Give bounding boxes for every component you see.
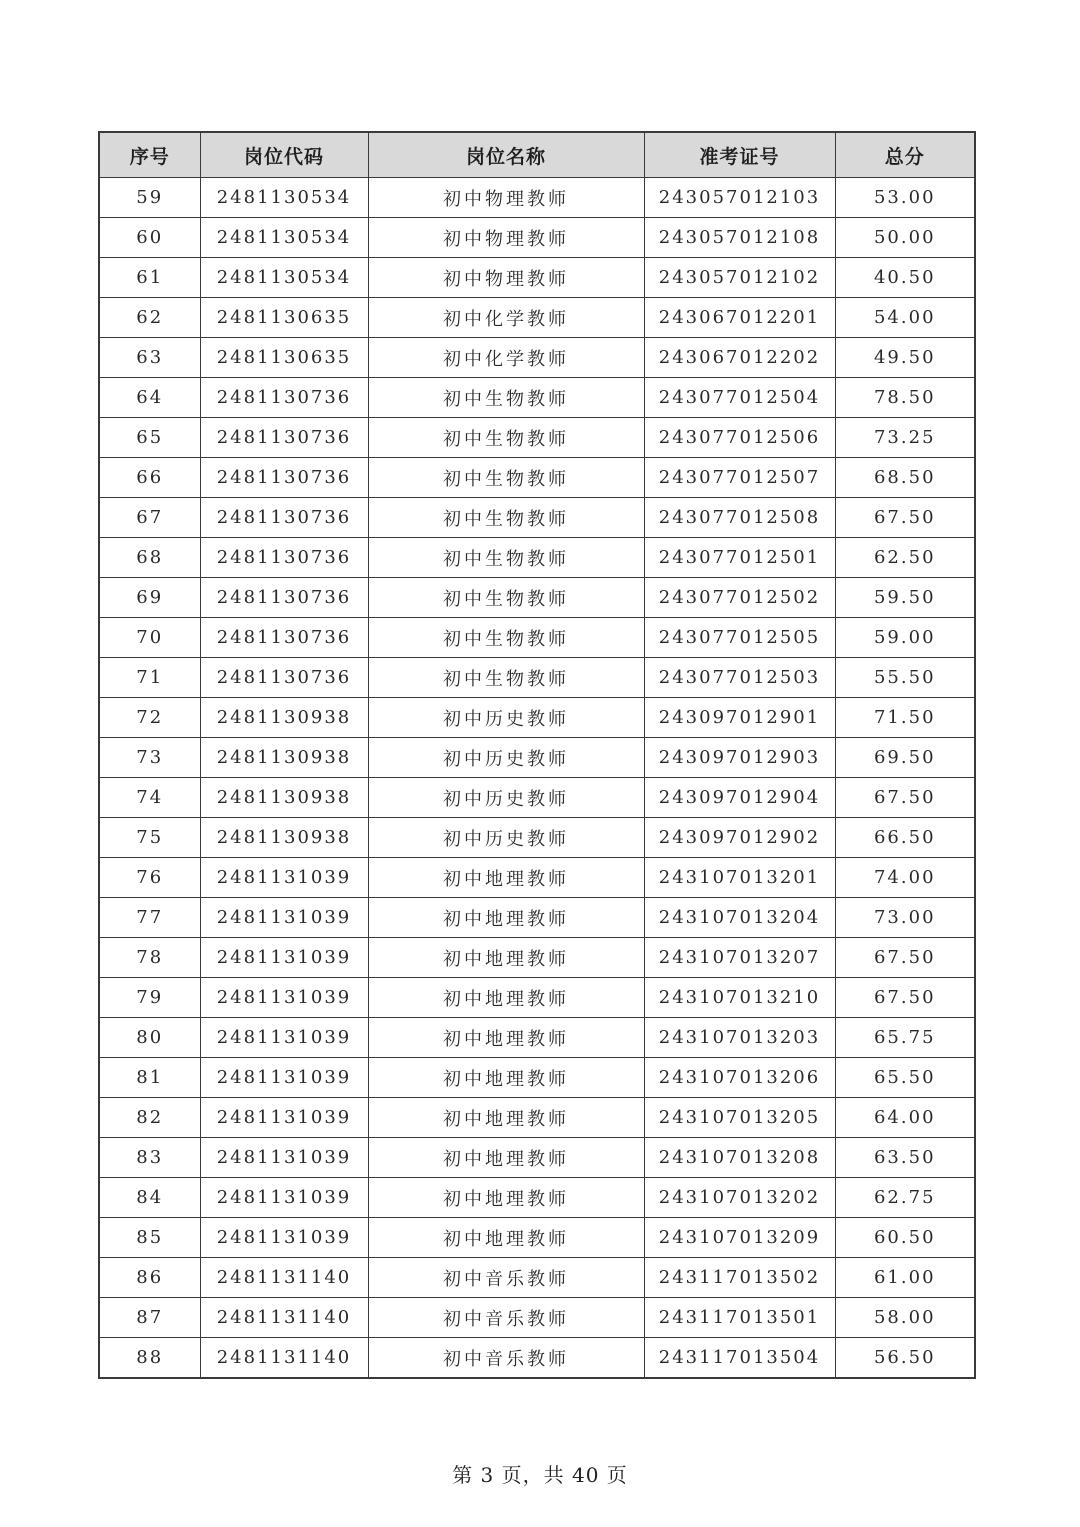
cell-post-name: 初中生物教师 bbox=[368, 658, 644, 698]
cell-post-name: 初中生物教师 bbox=[368, 538, 644, 578]
cell-post-name: 初中生物教师 bbox=[368, 458, 644, 498]
cell-post-code: 2481130635 bbox=[200, 298, 368, 338]
cell-post-code: 2481130736 bbox=[200, 538, 368, 578]
cell-total: 73.00 bbox=[835, 898, 975, 938]
table-row bbox=[99, 1338, 975, 1379]
cell-index: 70 bbox=[99, 618, 200, 658]
cell-total: 63.50 bbox=[835, 1138, 975, 1178]
cell-exam-id: 243057012108 bbox=[644, 218, 835, 258]
cell-total: 66.50 bbox=[835, 818, 975, 858]
cell-post-name: 初中化学教师 bbox=[368, 298, 644, 338]
cell-index: 61 bbox=[99, 258, 200, 298]
cell-index: 71 bbox=[99, 658, 200, 698]
cell-total: 40.50 bbox=[835, 258, 975, 298]
cell-post-name: 初中地理教师 bbox=[368, 1138, 644, 1178]
cell-post-code: 2481130534 bbox=[200, 178, 368, 218]
cell-total: 64.00 bbox=[835, 1098, 975, 1138]
cell-post-code: 2481130736 bbox=[200, 418, 368, 458]
cell-post-name: 初中地理教师 bbox=[368, 1058, 644, 1098]
cell-total: 50.00 bbox=[835, 218, 975, 258]
cell-post-code: 2481130938 bbox=[200, 738, 368, 778]
table-row bbox=[99, 1018, 975, 1058]
table-row bbox=[99, 1058, 975, 1098]
cell-post-code: 2481131039 bbox=[200, 938, 368, 978]
cell-exam-id: 243117013504 bbox=[644, 1338, 835, 1379]
cell-post-name: 初中物理教师 bbox=[368, 258, 644, 298]
header-post-code: 岗位代码 bbox=[200, 132, 368, 178]
table-row bbox=[99, 538, 975, 578]
cell-exam-id: 243077012503 bbox=[644, 658, 835, 698]
table-row bbox=[99, 978, 975, 1018]
cell-post-name: 初中地理教师 bbox=[368, 858, 644, 898]
table-row bbox=[99, 458, 975, 498]
cell-post-name: 初中生物教师 bbox=[368, 378, 644, 418]
cell-post-code: 2481130938 bbox=[200, 778, 368, 818]
cell-total: 67.50 bbox=[835, 498, 975, 538]
cell-post-code: 2481130938 bbox=[200, 698, 368, 738]
header-post-name: 岗位名称 bbox=[368, 132, 644, 178]
cell-post-name: 初中地理教师 bbox=[368, 1098, 644, 1138]
cell-post-code: 2481131039 bbox=[200, 1218, 368, 1258]
cell-post-code: 2481130736 bbox=[200, 618, 368, 658]
cell-total: 61.00 bbox=[835, 1258, 975, 1298]
cell-exam-id: 243067012202 bbox=[644, 338, 835, 378]
cell-index: 75 bbox=[99, 818, 200, 858]
cell-total: 55.50 bbox=[835, 658, 975, 698]
cell-post-name: 初中生物教师 bbox=[368, 578, 644, 618]
cell-post-code: 2481131039 bbox=[200, 1178, 368, 1218]
cell-exam-id: 243097012904 bbox=[644, 778, 835, 818]
cell-post-name: 初中化学教师 bbox=[368, 338, 644, 378]
cell-post-code: 2481130534 bbox=[200, 218, 368, 258]
cell-exam-id: 243117013501 bbox=[644, 1298, 835, 1338]
cell-post-name: 初中音乐教师 bbox=[368, 1338, 644, 1379]
cell-total: 68.50 bbox=[835, 458, 975, 498]
cell-total: 73.25 bbox=[835, 418, 975, 458]
cell-index: 76 bbox=[99, 858, 200, 898]
cell-exam-id: 243097012903 bbox=[644, 738, 835, 778]
table-row bbox=[99, 258, 975, 298]
cell-post-code: 2481131140 bbox=[200, 1298, 368, 1338]
cell-index: 81 bbox=[99, 1058, 200, 1098]
cell-index: 87 bbox=[99, 1298, 200, 1338]
cell-exam-id: 243097012902 bbox=[644, 818, 835, 858]
cell-post-name: 初中音乐教师 bbox=[368, 1298, 644, 1338]
cell-post-name: 初中地理教师 bbox=[368, 1018, 644, 1058]
cell-index: 63 bbox=[99, 338, 200, 378]
cell-post-name: 初中生物教师 bbox=[368, 498, 644, 538]
table-row bbox=[99, 898, 975, 938]
cell-post-name: 初中地理教师 bbox=[368, 1178, 644, 1218]
table-row bbox=[99, 378, 975, 418]
cell-index: 85 bbox=[99, 1218, 200, 1258]
cell-post-code: 2481130938 bbox=[200, 818, 368, 858]
cell-exam-id: 243107013207 bbox=[644, 938, 835, 978]
cell-index: 65 bbox=[99, 418, 200, 458]
cell-post-code: 2481131039 bbox=[200, 1098, 368, 1138]
cell-total: 58.00 bbox=[835, 1298, 975, 1338]
cell-post-name: 初中历史教师 bbox=[368, 738, 644, 778]
cell-exam-id: 243107013204 bbox=[644, 898, 835, 938]
table-row bbox=[99, 618, 975, 658]
cell-post-code: 2481131039 bbox=[200, 858, 368, 898]
cell-index: 74 bbox=[99, 778, 200, 818]
cell-total: 59.50 bbox=[835, 578, 975, 618]
cell-index: 69 bbox=[99, 578, 200, 618]
cell-post-code: 2481131039 bbox=[200, 978, 368, 1018]
cell-post-name: 初中物理教师 bbox=[368, 178, 644, 218]
cell-exam-id: 243097012901 bbox=[644, 698, 835, 738]
table-row bbox=[99, 1178, 975, 1218]
table-row bbox=[99, 1098, 975, 1138]
cell-exam-id: 243117013502 bbox=[644, 1258, 835, 1298]
cell-exam-id: 243057012103 bbox=[644, 178, 835, 218]
cell-total: 59.00 bbox=[835, 618, 975, 658]
cell-post-code: 2481131039 bbox=[200, 898, 368, 938]
cell-exam-id: 243107013210 bbox=[644, 978, 835, 1018]
cell-total: 49.50 bbox=[835, 338, 975, 378]
cell-index: 67 bbox=[99, 498, 200, 538]
cell-index: 68 bbox=[99, 538, 200, 578]
table-row bbox=[99, 1298, 975, 1338]
cell-total: 65.75 bbox=[835, 1018, 975, 1058]
cell-post-code: 2481130736 bbox=[200, 458, 368, 498]
table-header bbox=[99, 132, 975, 178]
cell-index: 80 bbox=[99, 1018, 200, 1058]
cell-total: 54.00 bbox=[835, 298, 975, 338]
cell-index: 88 bbox=[99, 1338, 200, 1379]
page-footer: 第 3 页，共 40 页 bbox=[452, 1463, 628, 1487]
cell-total: 67.50 bbox=[835, 938, 975, 978]
cell-index: 60 bbox=[99, 218, 200, 258]
table-row bbox=[99, 858, 975, 898]
cell-post-code: 2481130736 bbox=[200, 378, 368, 418]
cell-index: 73 bbox=[99, 738, 200, 778]
table-row bbox=[99, 738, 975, 778]
table-row bbox=[99, 698, 975, 738]
header-exam-id: 准考证号 bbox=[644, 132, 835, 178]
cell-exam-id: 243077012501 bbox=[644, 538, 835, 578]
cell-total: 56.50 bbox=[835, 1338, 975, 1379]
table-row bbox=[99, 818, 975, 858]
cell-total: 53.00 bbox=[835, 178, 975, 218]
cell-index: 59 bbox=[99, 178, 200, 218]
cell-post-name: 初中地理教师 bbox=[368, 938, 644, 978]
cell-post-code: 2481130736 bbox=[200, 578, 368, 618]
cell-exam-id: 243107013203 bbox=[644, 1018, 835, 1058]
cell-index: 83 bbox=[99, 1138, 200, 1178]
score-table bbox=[98, 131, 976, 1379]
table-row bbox=[99, 578, 975, 618]
cell-total: 78.50 bbox=[835, 378, 975, 418]
table-row bbox=[99, 298, 975, 338]
cell-exam-id: 243107013201 bbox=[644, 858, 835, 898]
cell-total: 74.00 bbox=[835, 858, 975, 898]
cell-total: 67.50 bbox=[835, 778, 975, 818]
cell-exam-id: 243067012201 bbox=[644, 298, 835, 338]
header-index: 序号 bbox=[99, 132, 200, 178]
table-body bbox=[99, 178, 975, 1379]
cell-post-name: 初中音乐教师 bbox=[368, 1258, 644, 1298]
cell-exam-id: 243077012507 bbox=[644, 458, 835, 498]
cell-index: 86 bbox=[99, 1258, 200, 1298]
header-row bbox=[99, 132, 975, 178]
cell-index: 79 bbox=[99, 978, 200, 1018]
table-row bbox=[99, 658, 975, 698]
cell-post-code: 2481130534 bbox=[200, 258, 368, 298]
cell-exam-id: 243107013209 bbox=[644, 1218, 835, 1258]
table-row bbox=[99, 338, 975, 378]
cell-post-name: 初中历史教师 bbox=[368, 818, 644, 858]
cell-index: 62 bbox=[99, 298, 200, 338]
cell-total: 69.50 bbox=[835, 738, 975, 778]
cell-index: 82 bbox=[99, 1098, 200, 1138]
cell-post-code: 2481130635 bbox=[200, 338, 368, 378]
cell-exam-id: 243077012508 bbox=[644, 498, 835, 538]
cell-total: 62.50 bbox=[835, 538, 975, 578]
cell-exam-id: 243107013202 bbox=[644, 1178, 835, 1218]
cell-total: 67.50 bbox=[835, 978, 975, 1018]
cell-total: 71.50 bbox=[835, 698, 975, 738]
cell-post-code: 2481131140 bbox=[200, 1258, 368, 1298]
cell-post-code: 2481130736 bbox=[200, 498, 368, 538]
cell-post-name: 初中历史教师 bbox=[368, 698, 644, 738]
cell-post-code: 2481130736 bbox=[200, 658, 368, 698]
cell-post-name: 初中地理教师 bbox=[368, 898, 644, 938]
table-row bbox=[99, 778, 975, 818]
cell-exam-id: 243077012502 bbox=[644, 578, 835, 618]
cell-post-code: 2481131140 bbox=[200, 1338, 368, 1379]
cell-index: 78 bbox=[99, 938, 200, 978]
cell-exam-id: 243077012504 bbox=[644, 378, 835, 418]
cell-total: 65.50 bbox=[835, 1058, 975, 1098]
table-row bbox=[99, 938, 975, 978]
table-row bbox=[99, 1218, 975, 1258]
cell-exam-id: 243057012102 bbox=[644, 258, 835, 298]
cell-exam-id: 243077012506 bbox=[644, 418, 835, 458]
cell-index: 84 bbox=[99, 1178, 200, 1218]
cell-post-name: 初中生物教师 bbox=[368, 618, 644, 658]
cell-post-name: 初中生物教师 bbox=[368, 418, 644, 458]
table-row bbox=[99, 498, 975, 538]
cell-index: 72 bbox=[99, 698, 200, 738]
cell-post-name: 初中地理教师 bbox=[368, 978, 644, 1018]
cell-total: 60.50 bbox=[835, 1218, 975, 1258]
cell-post-code: 2481131039 bbox=[200, 1018, 368, 1058]
cell-post-code: 2481131039 bbox=[200, 1058, 368, 1098]
cell-index: 77 bbox=[99, 898, 200, 938]
table-row bbox=[99, 1258, 975, 1298]
table-row bbox=[99, 178, 975, 218]
cell-total: 62.75 bbox=[835, 1178, 975, 1218]
cell-exam-id: 243107013205 bbox=[644, 1098, 835, 1138]
cell-exam-id: 243077012505 bbox=[644, 618, 835, 658]
cell-index: 66 bbox=[99, 458, 200, 498]
header-total: 总分 bbox=[835, 132, 975, 178]
cell-post-name: 初中物理教师 bbox=[368, 218, 644, 258]
table-row bbox=[99, 218, 975, 258]
cell-index: 64 bbox=[99, 378, 200, 418]
table-row bbox=[99, 418, 975, 458]
cell-post-name: 初中地理教师 bbox=[368, 1218, 644, 1258]
cell-post-name: 初中历史教师 bbox=[368, 778, 644, 818]
cell-exam-id: 243107013208 bbox=[644, 1138, 835, 1178]
table-row bbox=[99, 1138, 975, 1178]
cell-exam-id: 243107013206 bbox=[644, 1058, 835, 1098]
cell-post-code: 2481131039 bbox=[200, 1138, 368, 1178]
